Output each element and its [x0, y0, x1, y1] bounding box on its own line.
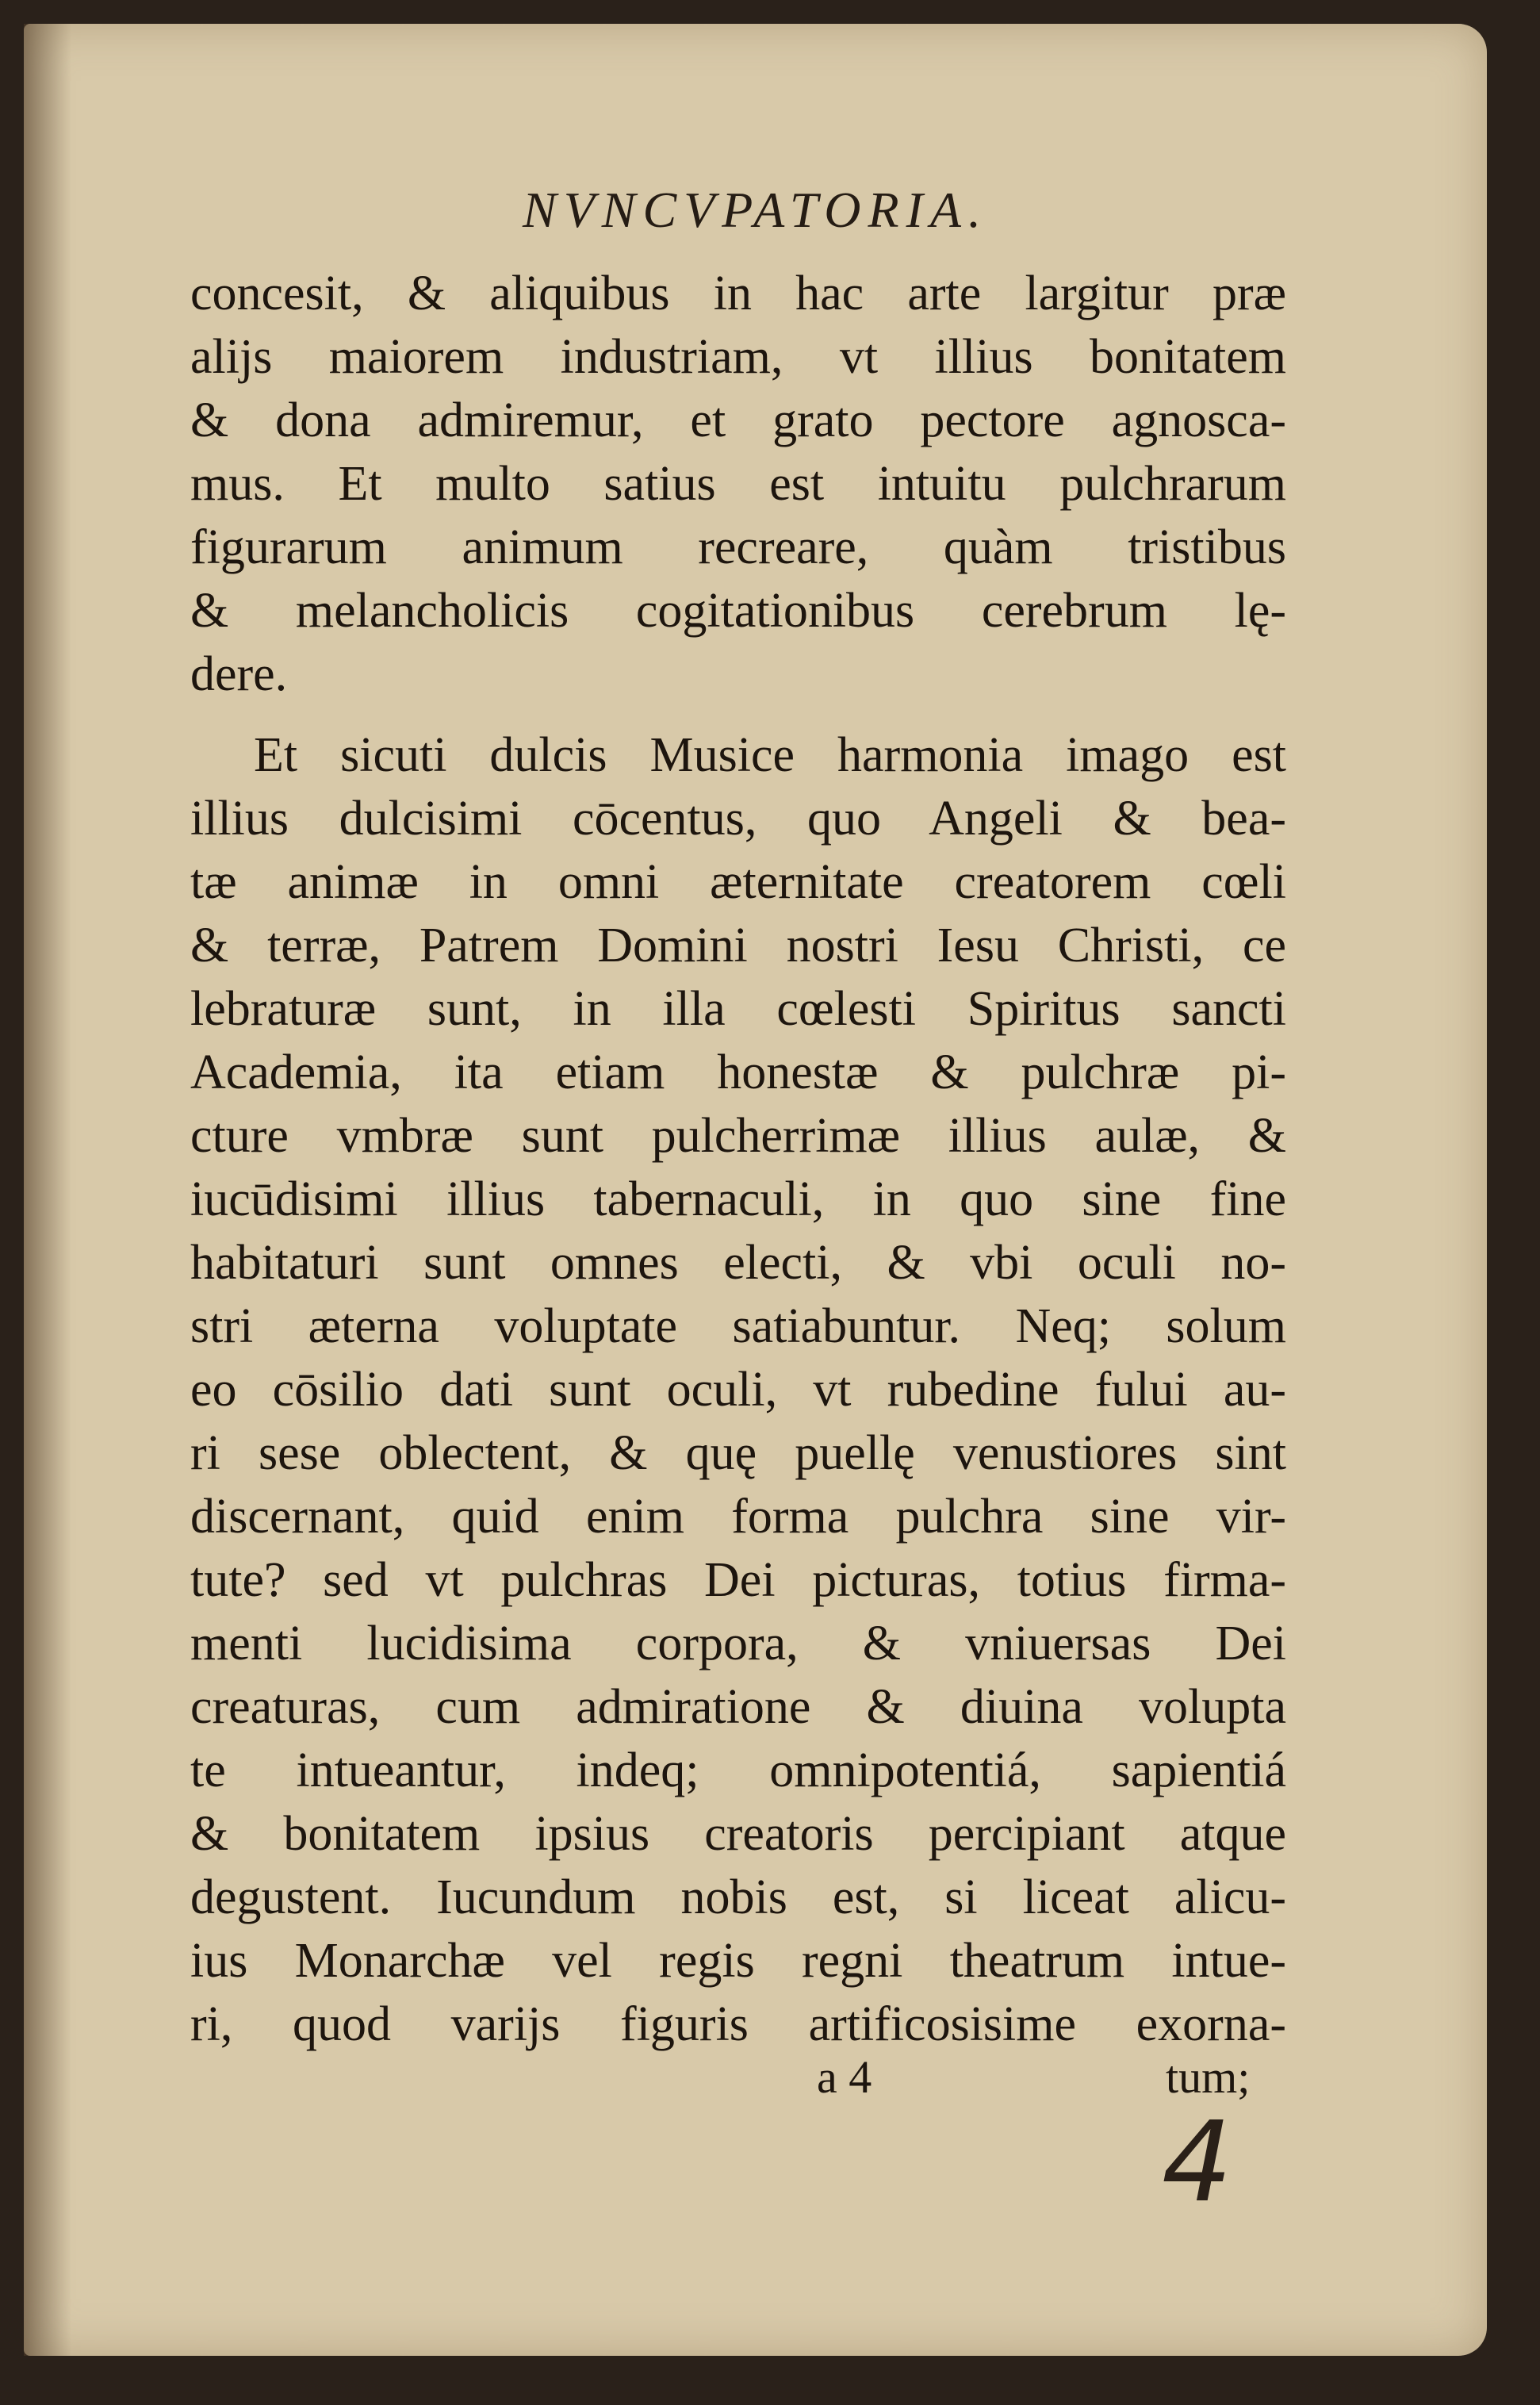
page-gutter-shadow: [24, 24, 71, 2356]
text-line: Et sicuti dulcis Musice harmonia imago est: [254, 728, 1286, 782]
text-line: discernant, quid enim forma pulchra sine vir-: [190, 1490, 1286, 1544]
text-line: eo cōsilio dati sunt oculi, vt rubedine fului au-: [190, 1363, 1286, 1417]
text-line: stri æterna voluptate satiabuntur. Neq; solum: [190, 1299, 1286, 1353]
text-line: & terræ, Patrem Domini nostri Iesu Christi, ce: [190, 919, 1286, 972]
text-line: degustent. Iucundum nobis est, si liceat alicu-: [190, 1870, 1286, 1924]
text-line: lebraturæ sunt, in illa cœlesti Spiritus sancti: [190, 982, 1286, 1036]
signature-mark: a 4: [817, 2051, 872, 2103]
text-line: te intueantur, indeq; omnipotentiá, sapientiá: [190, 1743, 1286, 1797]
text-line: creaturas, cum admiratione & diuina volupta: [190, 1680, 1286, 1734]
paragraph-gap: [190, 706, 1286, 723]
text-line: & melancholicis cogitationibus cerebrum lę-: [190, 584, 1286, 638]
page-footer: [24, 2050, 1487, 2114]
book-page: [24, 24, 1487, 2356]
running-head: NVNCVPATORIA.: [523, 182, 988, 238]
text-line: tæ animæ in omni æternitate creatorem cœli: [190, 855, 1286, 909]
folio-number: 4: [1162, 2098, 1233, 2227]
text-line: tute? sed vt pulchras Dei picturas, totius firma-: [190, 1553, 1286, 1607]
text-line: iucūdisimi illius tabernaculi, in quo sine fine: [190, 1172, 1286, 1226]
text-line: figurarum animum recreare, quàm tristibus: [190, 520, 1286, 574]
text-line: dere.: [190, 647, 288, 701]
text-line: & dona admiremur, et grato pectore agnosca-: [190, 393, 1286, 447]
text-line: mus. Et multo satius est intuitu pulchrarum: [190, 457, 1286, 511]
text-line: & bonitatem ipsius creatoris percipiant atque: [190, 1807, 1286, 1861]
text-line: ri, quod varijs figuris artificosisime exorna-: [190, 1997, 1286, 2051]
text-line: cture vmbræ sunt pulcherrimæ illius aulæ, &: [190, 1109, 1286, 1163]
text-line: menti lucidisima corpora, & vniuersas Dei: [190, 1617, 1286, 1670]
catchword: tum;: [1166, 2051, 1251, 2103]
text-line: alijs maiorem industriam, vt illius bonitatem: [190, 330, 1286, 384]
text-line: habitaturi sunt omnes electi, & vbi oculi no-: [190, 1236, 1286, 1290]
text-line: illius dulcisimi cōcentus, quo Angeli & bea-: [190, 792, 1286, 846]
text-line: ius Monarchæ vel regis regni theatrum intue-: [190, 1934, 1286, 1988]
text-line: Academia, ita etiam honestæ & pulchræ pi-: [190, 1045, 1286, 1099]
text-block: [190, 262, 1286, 2056]
text-line: concesit, & aliquibus in hac arte largitur præ: [190, 267, 1286, 320]
text-line: ri sese oblectent, & quę puellę venustiores sint: [190, 1426, 1286, 1480]
